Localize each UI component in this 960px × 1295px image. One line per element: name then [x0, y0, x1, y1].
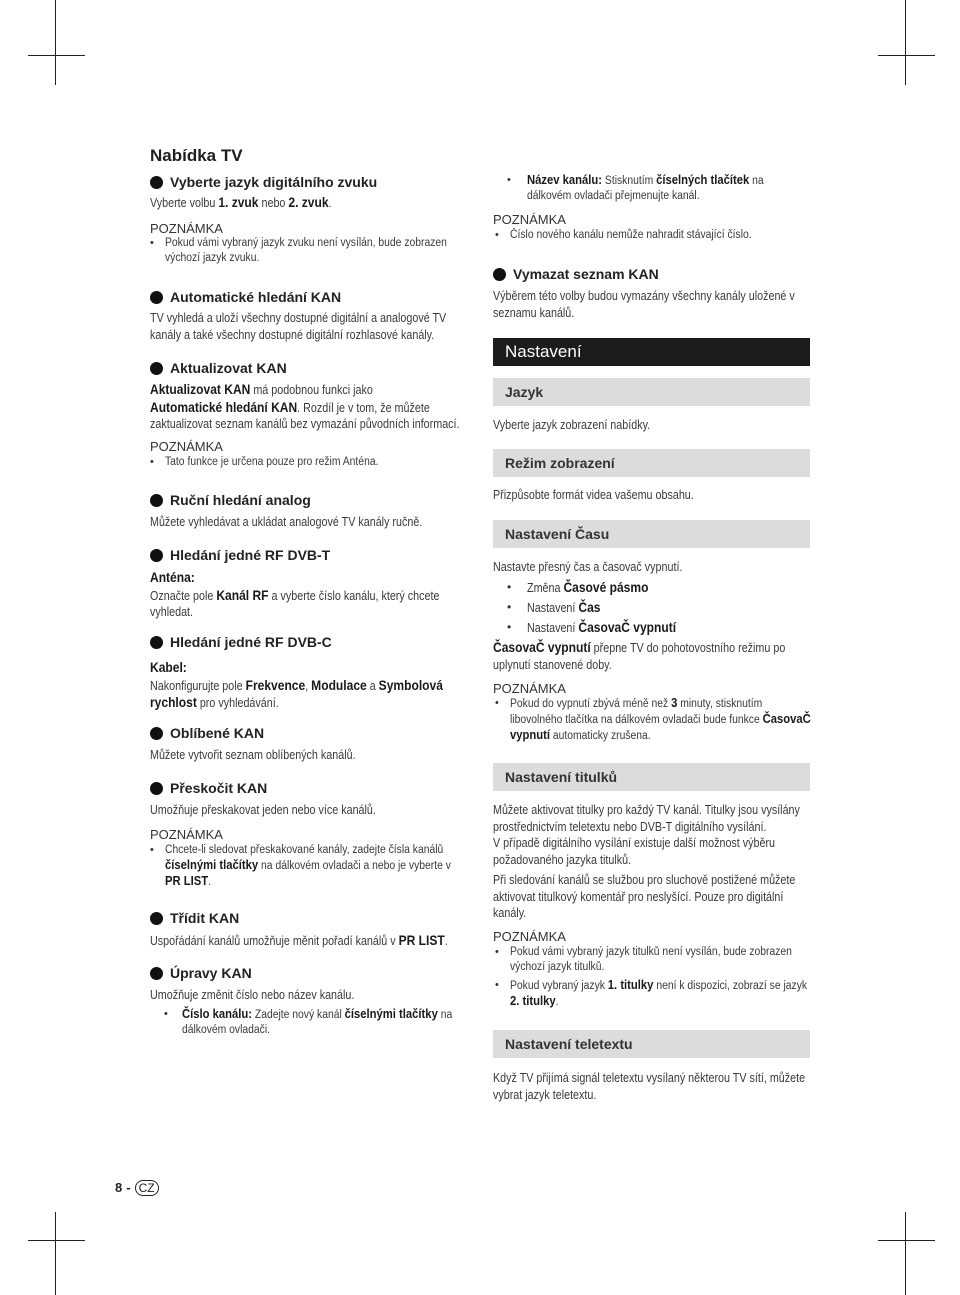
heading-text: Vymazat seznam KAN — [513, 266, 659, 282]
text-line — [510, 945, 807, 960]
text-run: aktivovat titulkový komentář pro neslyšící. Pouze pro digitální — [493, 889, 784, 904]
note-text — [510, 945, 840, 975]
bold-text: Kanál RF — [216, 586, 269, 603]
text-line — [150, 327, 446, 344]
option-text — [182, 1007, 482, 1038]
option-list — [503, 173, 790, 204]
text-run: dálkovém ovladači. — [182, 1024, 271, 1036]
section-text — [493, 559, 713, 576]
option-list — [160, 1007, 482, 1038]
section-text — [150, 310, 494, 343]
option-item — [503, 598, 700, 618]
section-text — [150, 932, 496, 950]
text-line — [165, 874, 451, 890]
text-run: seznamu kanálů. — [493, 305, 575, 320]
crop-mark — [28, 55, 85, 56]
option-item — [503, 618, 700, 638]
note-item — [150, 843, 483, 890]
heading-text: Automatické hledání KAN — [170, 289, 342, 305]
section-text — [493, 417, 676, 434]
bold-text: ČasovaČ vypnutí — [578, 619, 677, 635]
text-run: není k dispozici, zobrazí se jazyk — [653, 980, 808, 992]
option-item — [503, 173, 790, 204]
text-line — [165, 858, 451, 874]
text-run: nebo — [258, 196, 289, 210]
bullet-dot-icon — [150, 549, 163, 562]
text-run: . — [444, 934, 448, 948]
text-run: TV vyhledá a uloží všechny dostupné digitální a analogové TV — [150, 311, 447, 325]
bold-text: číselnými tlačítky — [344, 1007, 438, 1021]
option-list — [503, 578, 700, 638]
text-run: Chcete-li sledovat přeskakované kanály, zadejte čísla kanálů — [165, 844, 444, 856]
note-item — [495, 228, 778, 243]
page-title: Nabídka TV — [150, 146, 243, 165]
text-line — [150, 747, 356, 764]
text-line — [150, 694, 443, 712]
text-run: přepne TV do pohotovostního režimu po — [590, 641, 786, 655]
text-line — [510, 712, 811, 728]
bold-text: 2. zvuk — [288, 194, 329, 210]
text-run: má podobnou funkci jako — [250, 383, 373, 397]
text-line — [510, 978, 807, 994]
bold-text: Anténa: — [150, 569, 195, 585]
text-line — [510, 696, 811, 712]
crop-mark — [28, 1240, 85, 1241]
page-number-separator: - — [126, 1180, 131, 1195]
text-run: Můžete vyhledávat a ukládat analogové TV kanály ručně. — [150, 515, 423, 529]
text-line — [493, 657, 785, 674]
text-line — [510, 994, 807, 1010]
text-line — [527, 618, 676, 638]
text-run: na dálkovém ovladači a nebo je vyberte v — [258, 860, 451, 872]
text-run: , — [305, 678, 312, 693]
text-line — [150, 399, 460, 417]
bullet-icon — [507, 173, 511, 188]
text-line — [527, 189, 764, 204]
text-line — [150, 659, 443, 677]
crop-mark — [878, 1240, 935, 1241]
section-heading — [150, 724, 264, 742]
text-run: Pokud vámi vybraný jazyk zvuku není vysílán, bude zobrazen — [165, 237, 447, 249]
text-line — [493, 288, 795, 305]
subsection-title: Režim zobrazení — [505, 455, 615, 471]
section-text — [493, 1070, 856, 1103]
note-item — [150, 236, 478, 266]
heading-text: Úpravy KAN — [170, 965, 252, 981]
text-run: . Rozdíl je v tom, že můžete — [297, 400, 430, 415]
page-number — [115, 1179, 159, 1197]
bold-text: 1. titulky — [607, 978, 654, 992]
section-text — [493, 802, 850, 868]
text-run: prostřednictvím teletextu nebo DVB-T digitálního vysílání. — [493, 819, 767, 834]
bullet-icon — [495, 978, 499, 993]
bullet-icon — [164, 1007, 168, 1022]
text-line — [150, 587, 439, 605]
text-line — [527, 578, 676, 598]
text-line — [165, 251, 447, 266]
text-line — [493, 802, 800, 819]
text-line — [150, 514, 422, 531]
bullet-icon — [150, 843, 154, 858]
heading-text: Hledání jedné RF DVB-C — [170, 634, 332, 650]
text-run: požadovaného jazyka titulků. — [493, 852, 632, 867]
section-text — [493, 288, 844, 321]
heading-text: Přeskočit KAN — [170, 780, 268, 796]
note-text — [165, 455, 402, 470]
note-label: POZNÁMKA — [150, 439, 223, 454]
text-line — [493, 639, 785, 657]
text-run: Změna — [527, 581, 564, 595]
section-text — [150, 514, 467, 531]
text-run: Uspořádání kanálů umožňuje měnit pořadí kanálů v — [150, 934, 399, 948]
note-item — [150, 455, 402, 470]
text-run: V případě digitálního vysílání existuje další možnost výběru — [493, 836, 776, 850]
bullet-icon — [495, 696, 499, 711]
text-line — [150, 569, 439, 587]
text-run: Nastavení — [527, 601, 579, 615]
bullet-dot-icon — [150, 912, 163, 925]
text-run: Můžete aktivovat titulky pro každý TV kanál. Titulky jsou vysílány — [493, 803, 800, 817]
bullet-dot-icon — [150, 782, 163, 795]
text-run: . — [555, 996, 559, 1008]
bullet-icon — [495, 228, 499, 243]
text-run: a vyberte číslo kanálu, který chcete — [268, 588, 440, 603]
section-text — [150, 747, 389, 764]
section-text — [150, 987, 388, 1004]
text-run: Vyberte jazyk zobrazení nabídky. — [493, 418, 651, 432]
section-text — [493, 487, 726, 504]
text-run: výchozí jazyk titulků. — [510, 961, 605, 973]
settings-header-text: Nastavení — [505, 342, 582, 361]
option-text — [527, 173, 790, 204]
heading-text: Vyberte jazyk digitálního zvuku — [170, 174, 378, 190]
text-line — [493, 305, 795, 322]
text-line — [493, 819, 800, 836]
text-line — [150, 194, 332, 212]
note-text — [165, 843, 483, 890]
text-run: Číslo nového kanálu nemůže nahradit stávající číslo. — [510, 229, 752, 241]
section-heading — [150, 633, 332, 651]
subsection-bar-subtitles — [493, 763, 810, 791]
note-list — [150, 455, 402, 470]
text-line — [182, 1023, 452, 1038]
bullet-icon — [150, 236, 154, 251]
text-run: kanály a také všechny dostupné digitální rozhlasové kanály. — [150, 327, 435, 342]
text-run: Pokud vámi vybraný jazyk titulků není vysílán, bude zobrazen — [510, 946, 792, 958]
text-line — [493, 889, 795, 906]
text-run: automaticky zrušena. — [550, 730, 651, 742]
bold-text: vypnutí — [510, 728, 551, 742]
section-heading — [150, 359, 287, 377]
language-code-badge: CZ — [135, 1180, 159, 1196]
text-run: Když TV přijímá signál teletextu vysílaný některou TV sítí, můžete — [493, 1071, 806, 1085]
heading-text: Oblíbené KAN — [170, 725, 265, 741]
heading-text: Aktualizovat KAN — [170, 360, 287, 376]
text-run: na — [437, 1009, 453, 1021]
text-line — [150, 310, 446, 327]
text-run: vyhledat. — [150, 605, 194, 619]
text-run: Pokud vybraný jazyk — [510, 980, 608, 992]
text-run: Nastavte přesný čas a časovač vypnutí. — [493, 560, 683, 574]
bold-text: 3 — [671, 696, 678, 710]
bullet-dot-icon — [150, 967, 163, 980]
note-text — [165, 236, 478, 266]
text-line — [493, 835, 800, 852]
section-text — [150, 659, 491, 712]
text-line — [510, 728, 811, 744]
text-line — [493, 1070, 805, 1087]
note-item — [495, 945, 840, 975]
section-heading — [150, 546, 330, 564]
text-line — [527, 173, 764, 189]
text-line — [165, 455, 378, 470]
bullet-dot-icon — [150, 291, 163, 304]
bold-text: rychlost — [150, 694, 197, 710]
bullet-dot-icon — [150, 636, 163, 649]
text-line — [150, 381, 460, 399]
heading-text: Hledání jedné RF DVB-T — [170, 547, 331, 563]
text-line — [150, 802, 376, 819]
note-list — [495, 945, 840, 1010]
bullet-dot-icon — [493, 268, 506, 281]
text-line — [150, 677, 443, 695]
heading-text: Ruční hledání analog — [170, 492, 311, 508]
section-heading — [150, 288, 341, 306]
bold-text: ČasovaČ — [762, 712, 811, 726]
text-line — [150, 932, 448, 950]
text-run: Pokud do vypnutí zbývá méně než — [510, 698, 672, 710]
settings-header-bar — [493, 338, 810, 366]
section-heading — [150, 173, 377, 191]
heading-text: Třídit KAN — [170, 910, 240, 926]
text-run: dálkovém ovladači přejmenujte kanál. — [527, 190, 700, 202]
section-heading — [150, 964, 252, 982]
crop-mark — [878, 55, 935, 56]
text-run: minuty, stisknutím — [677, 698, 763, 710]
subsection-title: Nastavení teletextu — [505, 1036, 633, 1052]
note-item — [495, 978, 840, 1010]
text-run: pro vyhledávání. — [196, 696, 279, 710]
bold-text: Číslo kanálu: — [182, 1007, 253, 1021]
section-heading — [493, 265, 659, 283]
text-line — [527, 598, 676, 618]
bullet-dot-icon — [150, 494, 163, 507]
option-text — [527, 598, 700, 618]
text-run: na — [749, 175, 764, 187]
note-list — [495, 228, 778, 243]
text-run: výchozí jazyk zvuku. — [165, 252, 260, 264]
section-heading — [150, 779, 267, 797]
bold-text: Čas — [578, 599, 601, 615]
bold-text: Symbolová — [378, 676, 443, 693]
text-line — [182, 1007, 452, 1023]
bold-text: Aktualizovat KAN — [150, 381, 251, 397]
text-line — [493, 559, 682, 576]
text-run: Umožňuje přeskakovat jeden nebo více kanálů. — [150, 803, 376, 817]
text-run: Můžete vytvořit seznam oblíbených kanálů. — [150, 748, 356, 762]
text-line — [150, 416, 460, 433]
section-text — [150, 802, 413, 819]
crop-mark — [55, 1212, 56, 1295]
subsection-title: Nastavení Času — [505, 526, 610, 542]
text-run: Výběrem této volby budou vymazány všechny kanály uložené v — [493, 289, 795, 303]
note-text — [510, 228, 778, 243]
section-heading — [150, 909, 239, 927]
bullet-dot-icon — [150, 362, 163, 375]
note-list — [150, 843, 483, 890]
section-text — [150, 194, 361, 212]
text-line — [493, 417, 650, 434]
note-label: POZNÁMKA — [150, 827, 223, 842]
bold-text: PR LIST — [165, 874, 209, 888]
text-run: . — [208, 876, 212, 888]
text-run: Stisknutím — [602, 175, 657, 187]
bold-text: Časové pásmo — [563, 579, 649, 595]
bold-text: Automatické hledání KAN — [150, 398, 298, 415]
crop-mark — [905, 1212, 906, 1295]
crop-mark — [55, 0, 56, 85]
bold-text: ČasovaČ vypnutí — [493, 639, 591, 655]
text-run: uplynutí stanovené doby. — [493, 657, 612, 672]
bold-text: 2. titulky — [510, 994, 556, 1008]
text-line — [510, 228, 752, 243]
text-run: Nakonfigurujte pole — [150, 678, 246, 693]
bold-text: číselných tlačítek — [656, 173, 750, 187]
bold-text: PR LIST — [398, 932, 445, 948]
bullet-dot-icon — [150, 727, 163, 740]
bold-text: Kabel: — [150, 659, 187, 675]
text-run: Umožňuje změnit číslo nebo název kanálu. — [150, 988, 355, 1002]
subsection-bar-language — [493, 378, 810, 406]
crop-mark — [905, 0, 906, 85]
subsection-bar-time — [493, 520, 810, 548]
text-line — [493, 1087, 805, 1104]
note-label: POZNÁMKA — [493, 681, 566, 696]
text-line — [150, 604, 439, 621]
text-line — [150, 987, 354, 1004]
bold-text: číselnými tlačítky — [165, 858, 259, 872]
text-run: a — [366, 678, 379, 693]
text-run: . — [328, 196, 332, 210]
note-list — [495, 696, 844, 744]
bullet-icon — [150, 455, 154, 470]
option-item — [503, 578, 700, 598]
bold-text: Název kanálu: — [527, 173, 603, 187]
text-line — [165, 236, 447, 251]
bullet-icon — [507, 598, 511, 617]
note-text — [510, 696, 844, 744]
section-text — [150, 381, 510, 433]
option-text — [527, 578, 700, 598]
text-run: Tato funkce je určena pouze pro režim Anténa. — [165, 456, 379, 468]
text-run: Při sledování kanálů se službou pro sluchově postižené můžete — [493, 873, 796, 887]
section-text — [493, 872, 845, 922]
text-run: libovolného tlačítka na dálkovém ovladači bude funkce — [510, 714, 763, 726]
bold-text: Modulace — [311, 676, 367, 693]
text-run: Přizpůsobte formát videa vašemu obsahu. — [493, 488, 694, 502]
text-run: vybrat jazyk teletextu. — [493, 1087, 597, 1102]
note-label: POZNÁMKA — [493, 212, 566, 227]
option-text — [527, 618, 700, 638]
note-item — [495, 696, 844, 744]
text-line — [493, 852, 800, 869]
section-text — [493, 639, 833, 673]
text-line — [510, 960, 807, 975]
bullet-icon — [495, 945, 499, 960]
section-text — [150, 569, 487, 621]
subsection-title: Nastavení titulků — [505, 769, 618, 785]
subsection-bar-teletext — [493, 1030, 810, 1058]
text-run: Označte pole — [150, 588, 217, 603]
note-label: POZNÁMKA — [150, 221, 223, 236]
option-item — [160, 1007, 482, 1038]
text-line — [165, 843, 451, 858]
section-heading — [150, 491, 311, 509]
text-line — [493, 872, 795, 889]
text-run: Vyberte volbu — [150, 196, 219, 210]
text-run: zaktualizovat seznam kanálů bez vymazání původních informací. — [150, 417, 460, 431]
subsection-title: Jazyk — [505, 384, 544, 400]
note-label: POZNÁMKA — [493, 929, 566, 944]
text-line — [493, 487, 694, 504]
note-list — [150, 236, 478, 266]
bold-text: Frekvence — [245, 676, 306, 693]
subsection-bar-display-mode — [493, 449, 810, 477]
text-line — [493, 905, 795, 922]
text-run: kanály. — [493, 906, 527, 920]
bullet-icon — [507, 618, 511, 637]
bullet-icon — [507, 578, 511, 597]
text-run: Zadejte nový kanál — [252, 1009, 345, 1021]
bold-text: 1. zvuk — [218, 194, 259, 210]
text-run: Nastavení — [527, 621, 579, 635]
note-text — [510, 978, 840, 1010]
bullet-dot-icon — [150, 176, 163, 189]
page-number-value: 8 — [115, 1180, 123, 1195]
